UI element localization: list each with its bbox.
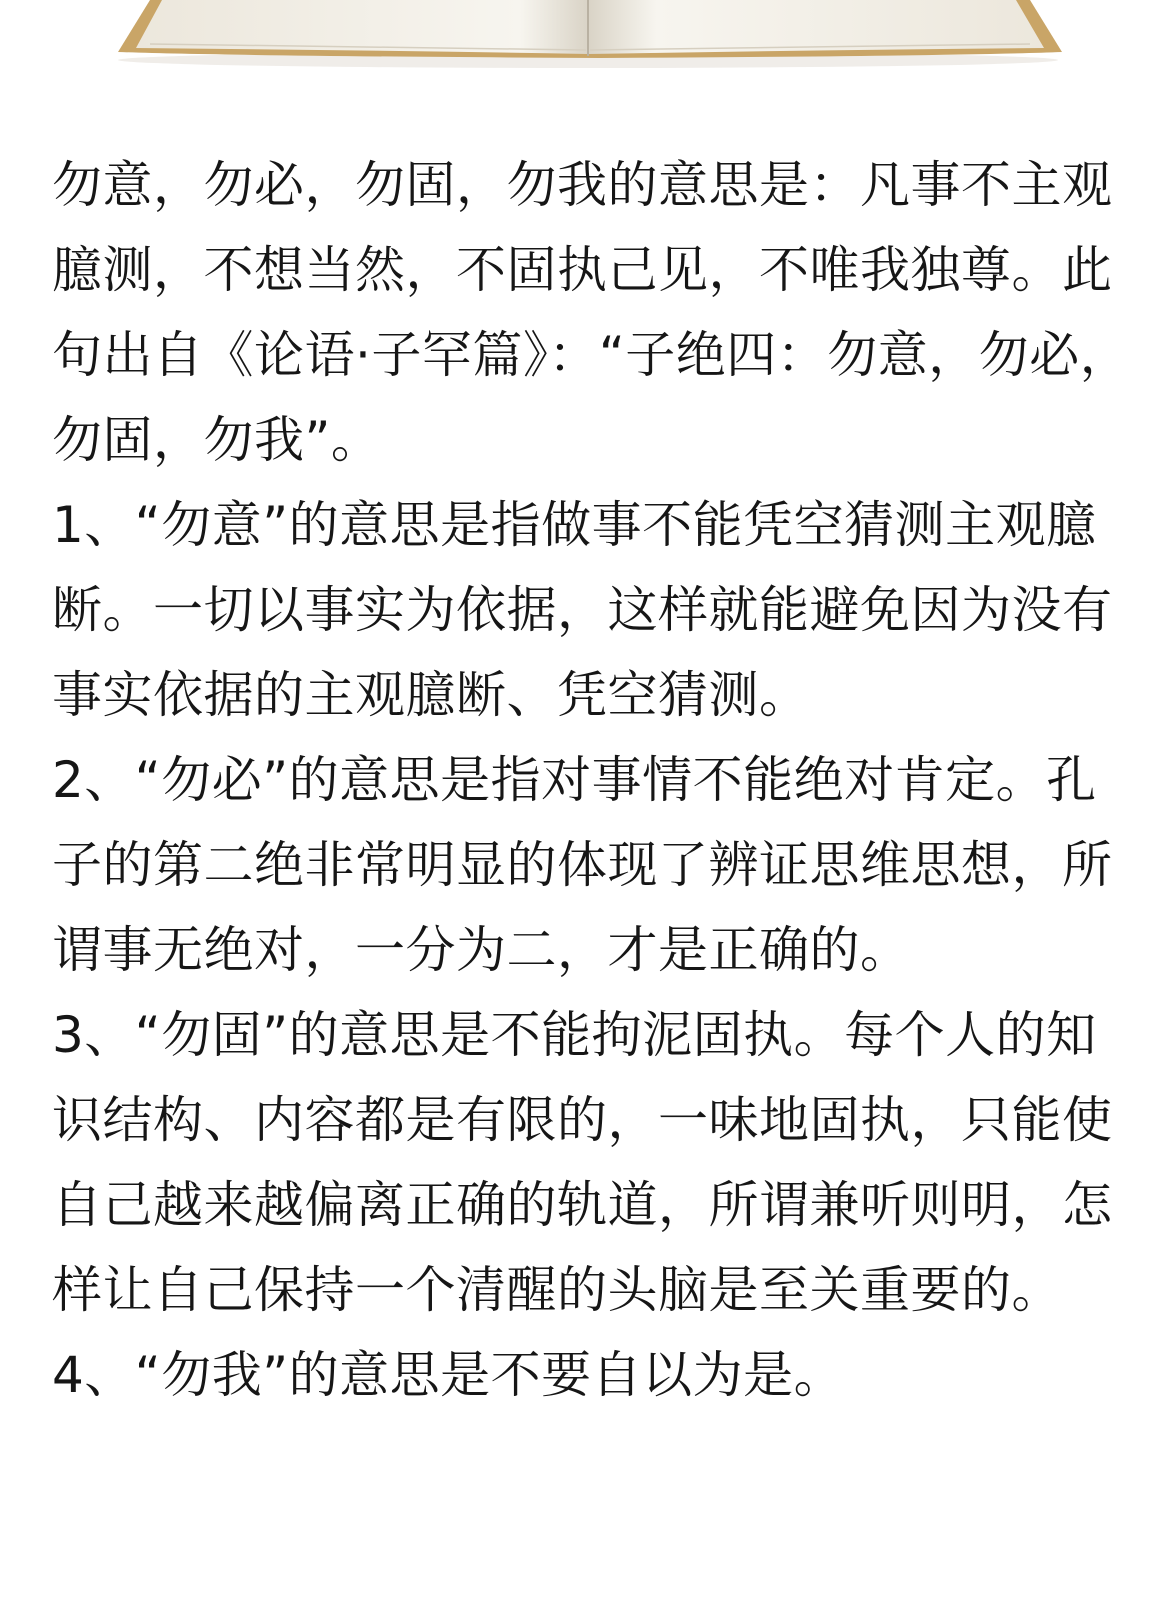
point-2-paragraph: 2、“勿必”的意思是指对事情不能绝对肯定。孔子的第二绝非常明显的体现了辨证思维思想，所谓事无绝对，一分为二，才是正确的。: [52, 751, 1113, 979]
point-1-paragraph: 1、“勿意”的意思是指做事不能凭空猜测主观臆断。一切以事实为依据，这样就能避免因为没有事实依据的主观臆断、凭空猜测。: [52, 496, 1113, 724]
intro-paragraph: 勿意，勿必，勿固，勿我的意思是：凡事不主观臆测，不想当然，不固执己见，不唯我独尊。此句出自《论语·子罕篇》：“子绝四：勿意，勿必，勿固，勿我”。: [52, 156, 1131, 469]
open-book-image: [0, 0, 1176, 110]
article-body: [52, 143, 1142, 1418]
point-4-paragraph: 4、“勿我”的意思是不要自以为是。: [52, 1346, 845, 1404]
point-3-paragraph: 3、“勿固”的意思是不能拘泥固执。每个人的知识结构、内容都是有限的，一味地固执，只能使自己越来越偏离正确的轨道，所谓兼听则明，怎样让自己保持一个清醒的头脑是至关重要的。: [52, 1006, 1113, 1319]
